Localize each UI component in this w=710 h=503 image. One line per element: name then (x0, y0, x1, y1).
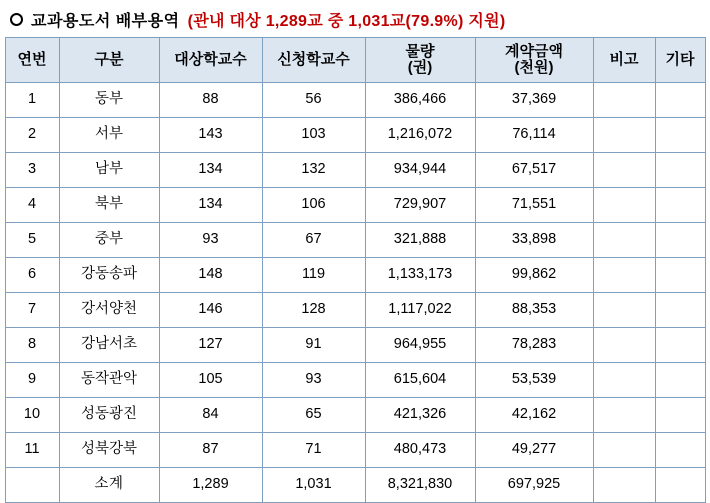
cell-amount: 71,551 (475, 188, 593, 223)
section-title (4, 6, 706, 37)
cell-note (593, 433, 655, 468)
cell-amount: 99,862 (475, 258, 593, 293)
cell-etc (655, 153, 705, 188)
cell-region: 북부 (59, 188, 159, 223)
cell-note (593, 363, 655, 398)
cell-region: 강서양천 (59, 293, 159, 328)
cell-note (593, 398, 655, 433)
distribution-table (5, 37, 706, 503)
column-header-amount (475, 38, 593, 83)
cell-total-apply: 1,031 (262, 468, 365, 503)
cell-region: 강동송파 (59, 258, 159, 293)
cell-total-qty: 8,321,830 (365, 468, 475, 503)
cell-target: 127 (159, 328, 262, 363)
cell-target: 146 (159, 293, 262, 328)
cell-total-label: 소계 (59, 468, 159, 503)
cell-qty: 1,216,072 (365, 118, 475, 153)
cell-qty: 615,604 (365, 363, 475, 398)
cell-amount: 42,162 (475, 398, 593, 433)
cell-target: 105 (159, 363, 262, 398)
cell-region: 중부 (59, 223, 159, 258)
cell-apply: 128 (262, 293, 365, 328)
cell-seq: 7 (5, 293, 59, 328)
cell-qty: 421,326 (365, 398, 475, 433)
cell-seq: 3 (5, 153, 59, 188)
cell-etc (655, 433, 705, 468)
cell-region: 서부 (59, 118, 159, 153)
cell-total-amount: 697,925 (475, 468, 593, 503)
cell-note (593, 293, 655, 328)
cell-qty: 729,907 (365, 188, 475, 223)
column-header-amount-unit: (천원) (514, 59, 554, 76)
cell-target: 134 (159, 153, 262, 188)
cell-seq: 8 (5, 328, 59, 363)
cell-amount: 53,539 (475, 363, 593, 398)
column-header-seq-label: 연번 (17, 51, 47, 69)
cell-etc (655, 293, 705, 328)
cell-qty: 1,117,022 (365, 293, 475, 328)
column-header-quantity-unit: (권) (407, 59, 433, 76)
cell-etc (655, 363, 705, 398)
cell-region: 동부 (59, 83, 159, 118)
table-header-row (5, 38, 705, 83)
cell-etc (655, 223, 705, 258)
column-header-region (59, 38, 159, 83)
cell-note (593, 223, 655, 258)
cell-apply: 93 (262, 363, 365, 398)
cell-amount: 88,353 (475, 293, 593, 328)
cell-etc (655, 398, 705, 433)
cell-target: 88 (159, 83, 262, 118)
section-title-text: 교과용도서 배부용역 (31, 13, 180, 30)
cell-apply: 91 (262, 328, 365, 363)
circle-outline-icon (10, 13, 23, 26)
cell-amount: 67,517 (475, 153, 593, 188)
cell-apply: 65 (262, 398, 365, 433)
table-row (5, 258, 705, 293)
cell-qty: 1,133,173 (365, 258, 475, 293)
cell-apply: 119 (262, 258, 365, 293)
table-row (5, 293, 705, 328)
column-header-amount-label: 계약금액 (505, 43, 563, 61)
cell-amount: 49,277 (475, 433, 593, 468)
cell-seq: 2 (5, 118, 59, 153)
cell-etc (655, 118, 705, 153)
cell-target: 143 (159, 118, 262, 153)
cell-note (593, 258, 655, 293)
cell-qty: 480,473 (365, 433, 475, 468)
table-row (5, 433, 705, 468)
cell-target: 93 (159, 223, 262, 258)
table-header (5, 38, 705, 83)
cell-total-target: 1,289 (159, 468, 262, 503)
cell-etc (655, 258, 705, 293)
cell-amount: 33,898 (475, 223, 593, 258)
column-header-target-schools-label: 대상학교수 (174, 51, 247, 69)
cell-apply: 56 (262, 83, 365, 118)
column-header-quantity-label: 물량 (405, 43, 435, 61)
cell-seq: 4 (5, 188, 59, 223)
column-header-etc-label: 기타 (665, 51, 695, 69)
column-header-target-schools (159, 38, 262, 83)
cell-amount: 78,283 (475, 328, 593, 363)
column-header-applied-schools (262, 38, 365, 83)
cell-seq: 9 (5, 363, 59, 398)
cell-target: 84 (159, 398, 262, 433)
cell-note (593, 328, 655, 363)
table-row (5, 153, 705, 188)
cell-total-etc (655, 468, 705, 503)
cell-apply: 132 (262, 153, 365, 188)
cell-target: 134 (159, 188, 262, 223)
cell-qty: 321,888 (365, 223, 475, 258)
cell-seq: 6 (5, 258, 59, 293)
cell-note (593, 118, 655, 153)
cell-target: 148 (159, 258, 262, 293)
cell-note (593, 83, 655, 118)
cell-amount: 76,114 (475, 118, 593, 153)
cell-qty: 934,944 (365, 153, 475, 188)
column-header-region-label: 구분 (94, 51, 124, 69)
cell-region: 동작관악 (59, 363, 159, 398)
table-row (5, 118, 705, 153)
column-header-remarks-label: 비고 (609, 51, 639, 69)
cell-etc (655, 83, 705, 118)
cell-seq: 1 (5, 83, 59, 118)
column-header-seq (5, 38, 59, 83)
table-row (5, 223, 705, 258)
cell-region: 남부 (59, 153, 159, 188)
cell-note (593, 188, 655, 223)
cell-target: 87 (159, 433, 262, 468)
column-header-applied-schools-label: 신청학교수 (277, 51, 350, 69)
cell-amount: 37,369 (475, 83, 593, 118)
table-row (5, 328, 705, 363)
cell-seq: 10 (5, 398, 59, 433)
column-header-etc (655, 38, 705, 83)
cell-etc (655, 328, 705, 363)
cell-region: 강남서초 (59, 328, 159, 363)
cell-apply: 103 (262, 118, 365, 153)
table-row (5, 188, 705, 223)
cell-region: 성동광진 (59, 398, 159, 433)
column-header-quantity (365, 38, 475, 83)
cell-etc (655, 188, 705, 223)
cell-seq (5, 468, 59, 503)
cell-apply: 106 (262, 188, 365, 223)
column-header-remarks (593, 38, 655, 83)
cell-apply: 67 (262, 223, 365, 258)
cell-apply: 71 (262, 433, 365, 468)
cell-qty: 964,955 (365, 328, 475, 363)
table-row (5, 363, 705, 398)
cell-region: 성북강북 (59, 433, 159, 468)
cell-seq: 5 (5, 223, 59, 258)
cell-qty: 386,466 (365, 83, 475, 118)
cell-total-note (593, 468, 655, 503)
table-row (5, 83, 705, 118)
cell-seq: 11 (5, 433, 59, 468)
table-total-row (5, 468, 705, 503)
table-row (5, 398, 705, 433)
section-title-note: (관내 대상 1,289교 중 1,031교(79.9%) 지원) (187, 13, 506, 30)
table-body (5, 83, 705, 503)
cell-note (593, 153, 655, 188)
